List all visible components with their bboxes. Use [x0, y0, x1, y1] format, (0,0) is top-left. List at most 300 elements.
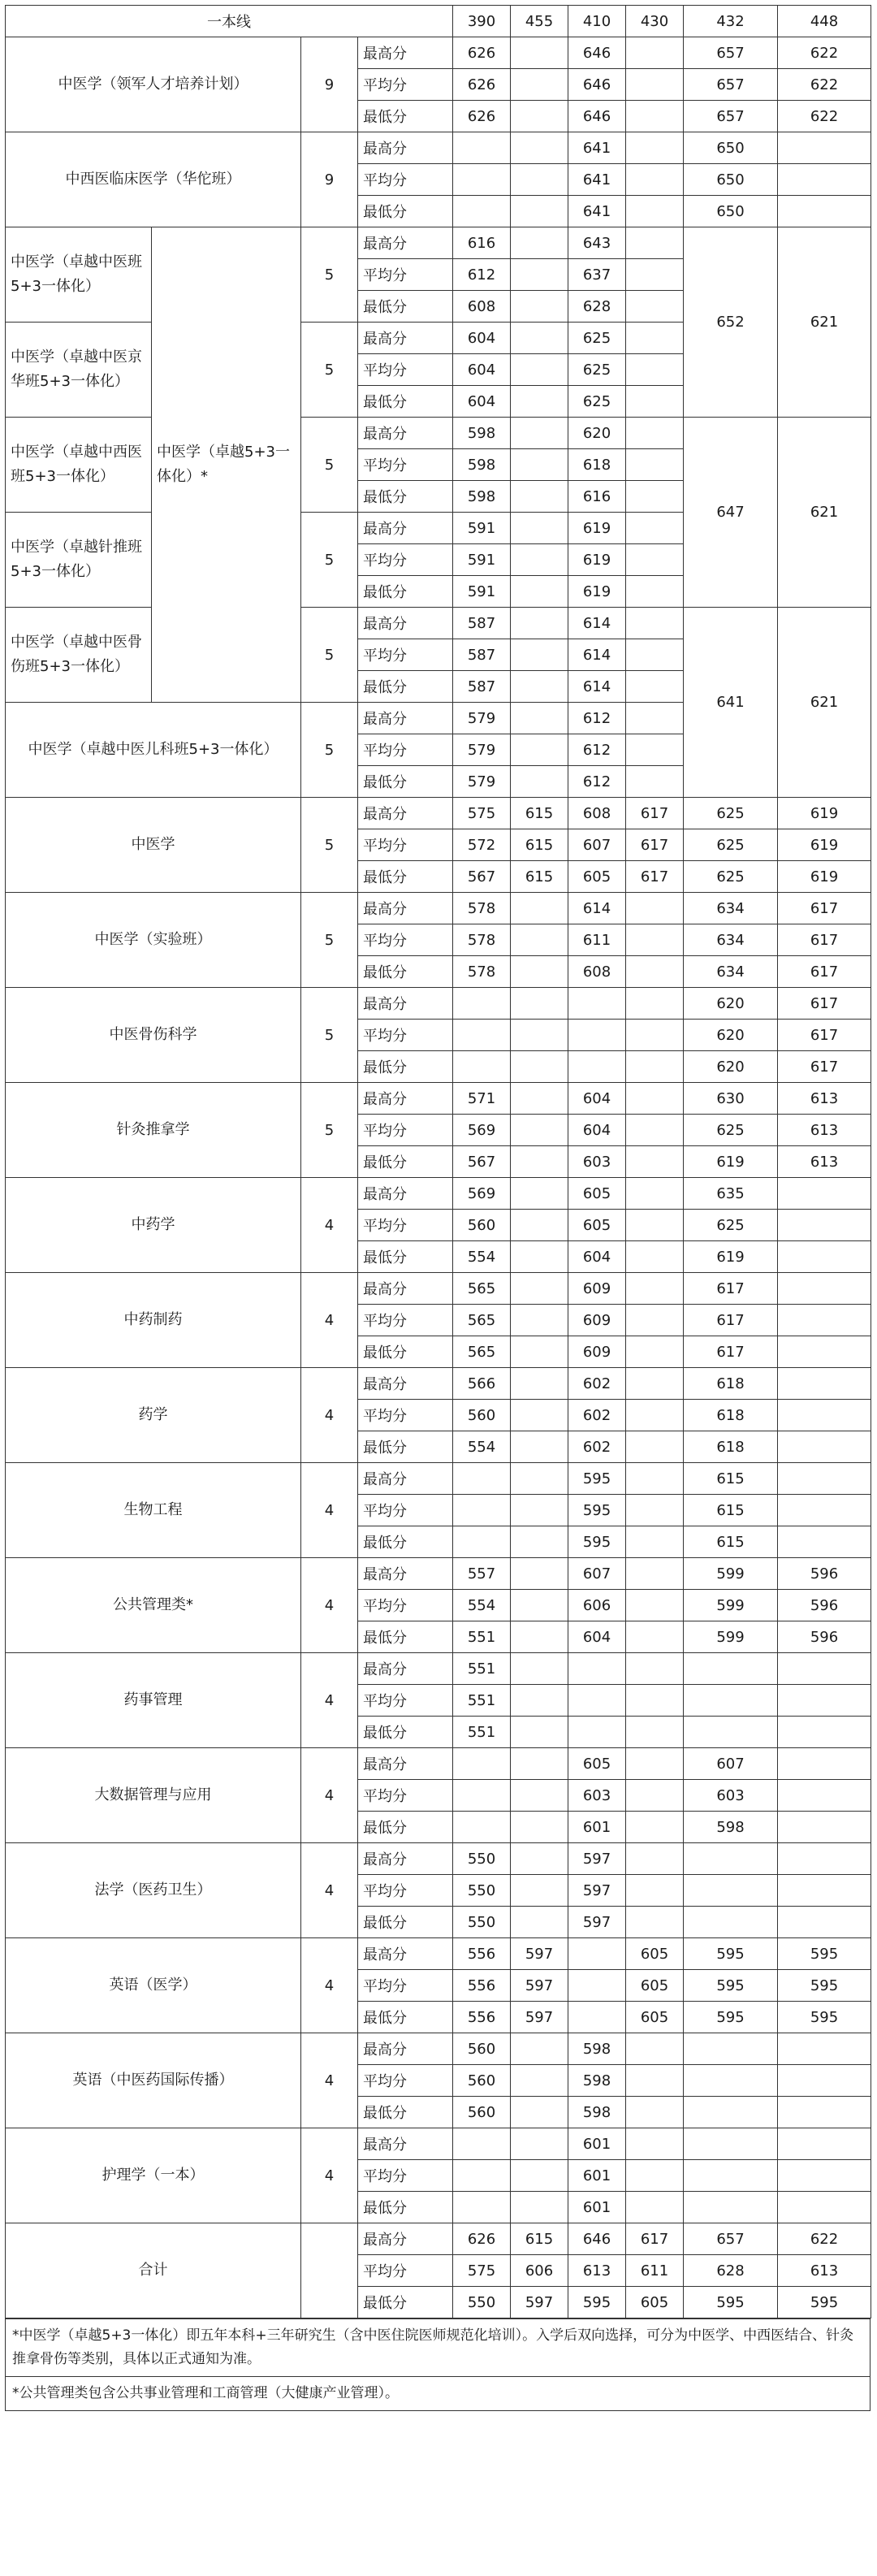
score-cell: 557 — [453, 1558, 511, 1590]
score-cell — [626, 1083, 684, 1115]
score-cell — [511, 1558, 568, 1590]
score-cell: 608 — [568, 956, 626, 988]
score-cell: 617 — [778, 956, 871, 988]
score-cell — [626, 1336, 684, 1368]
major-name: 中医学 — [6, 798, 301, 893]
years-of-study: 5 — [301, 608, 358, 703]
score-cell: 605 — [568, 1178, 626, 1210]
score-cell: 605 — [626, 1970, 684, 2002]
score-cell — [626, 988, 684, 1020]
years-of-study: 9 — [301, 37, 358, 132]
score-cell: 614 — [568, 608, 626, 639]
score-cell: 646 — [568, 37, 626, 69]
score-cell: 619 — [778, 861, 871, 893]
table-row — [6, 1178, 871, 1210]
stat-label: 最低分 — [358, 2002, 453, 2033]
score-cell: 597 — [568, 1907, 626, 1938]
score-cell: 605 — [626, 2002, 684, 2033]
stat-label: 最高分 — [358, 513, 453, 544]
score-cell — [453, 1526, 511, 1558]
score-cell — [626, 1526, 684, 1558]
score-cell — [511, 1210, 568, 1241]
score-cell: 657 — [684, 101, 778, 132]
stat-label: 平均分 — [358, 544, 453, 576]
score-cell: 625 — [684, 829, 778, 861]
score-cell — [511, 1051, 568, 1083]
score-cell — [626, 386, 684, 418]
score-cell: 615 — [511, 798, 568, 829]
score-cell — [511, 101, 568, 132]
stat-label: 平均分 — [358, 1780, 453, 1812]
score-cell — [626, 481, 684, 513]
score-cell — [453, 196, 511, 227]
score-cell — [568, 1938, 626, 1970]
score-cell: 560 — [453, 2065, 511, 2097]
score-cell — [453, 1812, 511, 1843]
years-of-study: 4 — [301, 1558, 358, 1653]
score-cell — [684, 2192, 778, 2223]
major-name: 中西医临床医学（华佗班） — [6, 132, 301, 227]
score-cell: 612 — [568, 734, 626, 766]
score-cell — [626, 164, 684, 196]
major-name: 中医学（卓越中医京华班5+3一体化） — [6, 323, 152, 418]
table-row — [6, 798, 871, 829]
score-cell — [511, 291, 568, 323]
stat-label: 平均分 — [358, 1875, 453, 1907]
score-cell: 601 — [568, 2128, 626, 2160]
score-cell: 626 — [453, 69, 511, 101]
score-cell: 598 — [684, 1812, 778, 1843]
score-cell: 615 — [684, 1495, 778, 1526]
score-cell — [778, 1336, 871, 1368]
years-of-study: 4 — [301, 1938, 358, 2033]
years-of-study: 4 — [301, 2033, 358, 2128]
stat-label: 最高分 — [358, 37, 453, 69]
score-cell: 550 — [453, 1843, 511, 1875]
score-cell — [626, 1843, 684, 1875]
score-cell — [778, 132, 871, 164]
score-cell — [511, 608, 568, 639]
stat-label: 最低分 — [358, 1431, 453, 1463]
score-cell: 595 — [684, 2002, 778, 2033]
score-cell — [626, 2192, 684, 2223]
stat-label: 最高分 — [358, 1843, 453, 1875]
score-cell: 630 — [684, 1083, 778, 1115]
score-cell — [626, 291, 684, 323]
score-cell — [778, 1400, 871, 1431]
score-cell: 554 — [453, 1590, 511, 1621]
score-cell — [511, 2065, 568, 2097]
score-cell: 618 — [684, 1431, 778, 1463]
score-cell-merged: 652 — [684, 227, 778, 418]
table-row — [6, 1083, 871, 1115]
score-cell: 566 — [453, 1368, 511, 1400]
stat-label: 平均分 — [358, 2065, 453, 2097]
stat-label: 最高分 — [358, 1178, 453, 1210]
score-cell: 657 — [684, 2223, 778, 2255]
score-cell: 605 — [568, 1210, 626, 1241]
score-cell — [626, 1558, 684, 1590]
table-row — [6, 1653, 871, 1685]
score-cell: 606 — [568, 1590, 626, 1621]
years-of-study: 5 — [301, 513, 358, 608]
score-cell: 625 — [684, 1115, 778, 1146]
score-cell — [568, 988, 626, 1020]
score-cell — [684, 1685, 778, 1717]
score-cell: 626 — [453, 37, 511, 69]
score-cell — [511, 1526, 568, 1558]
major-name: 合计 — [6, 2223, 301, 2318]
score-cell: 612 — [568, 766, 626, 798]
score-cell: 617 — [684, 1305, 778, 1336]
major-name: 护理学（一本） — [6, 2128, 301, 2223]
header-line-value: 448 — [778, 6, 871, 37]
stat-label: 平均分 — [358, 734, 453, 766]
stat-label: 平均分 — [358, 1020, 453, 1051]
score-cell — [511, 1717, 568, 1748]
score-cell: 650 — [684, 132, 778, 164]
score-cell: 598 — [568, 2097, 626, 2128]
score-cell — [684, 1717, 778, 1748]
score-cell — [453, 1020, 511, 1051]
score-cell: 595 — [568, 1495, 626, 1526]
score-cell: 601 — [568, 2192, 626, 2223]
score-cell: 613 — [778, 1146, 871, 1178]
score-cell: 626 — [453, 101, 511, 132]
score-cell: 607 — [568, 1558, 626, 1590]
score-cell: 579 — [453, 766, 511, 798]
score-cell: 560 — [453, 1210, 511, 1241]
stat-label: 平均分 — [358, 924, 453, 956]
score-cell — [778, 1305, 871, 1336]
score-cell: 619 — [778, 798, 871, 829]
stat-label: 最高分 — [358, 608, 453, 639]
score-cell: 604 — [568, 1115, 626, 1146]
score-cell — [626, 196, 684, 227]
table-row — [6, 988, 871, 1020]
score-cell: 554 — [453, 1431, 511, 1463]
score-cell — [778, 2097, 871, 2128]
score-cell — [511, 671, 568, 703]
score-cell: 596 — [778, 1558, 871, 1590]
score-cell — [453, 1051, 511, 1083]
stat-label: 平均分 — [358, 259, 453, 291]
score-cell: 614 — [568, 893, 626, 924]
stat-label: 最高分 — [358, 2128, 453, 2160]
score-cell: 615 — [511, 2223, 568, 2255]
score-cell — [626, 259, 684, 291]
score-cell — [511, 227, 568, 259]
score-cell: 619 — [568, 576, 626, 608]
score-cell: 560 — [453, 2097, 511, 2128]
years-of-study: 5 — [301, 703, 358, 798]
score-cell — [568, 1970, 626, 2002]
stat-label: 最低分 — [358, 1336, 453, 1368]
score-cell: 565 — [453, 1305, 511, 1336]
score-cell: 560 — [453, 1400, 511, 1431]
score-cell — [511, 164, 568, 196]
stat-label: 平均分 — [358, 1970, 453, 2002]
score-cell: 625 — [684, 798, 778, 829]
score-cell: 598 — [453, 481, 511, 513]
score-cell — [778, 164, 871, 196]
score-cell — [778, 1463, 871, 1495]
stat-label: 最低分 — [358, 196, 453, 227]
score-cell: 604 — [453, 386, 511, 418]
score-cell — [511, 1875, 568, 1907]
score-cell: 597 — [511, 1938, 568, 1970]
score-cell — [511, 1907, 568, 1938]
score-cell: 613 — [778, 1083, 871, 1115]
score-cell — [626, 2033, 684, 2065]
score-cell: 591 — [453, 576, 511, 608]
score-cell — [511, 1590, 568, 1621]
stat-label: 最低分 — [358, 956, 453, 988]
score-cell: 615 — [684, 1526, 778, 1558]
score-cell — [626, 1780, 684, 1812]
score-cell — [511, 323, 568, 354]
score-cell — [453, 2160, 511, 2192]
score-cell — [453, 2192, 511, 2223]
score-cell — [626, 1178, 684, 1210]
score-cell — [511, 449, 568, 481]
score-cell: 597 — [511, 1970, 568, 2002]
score-cell: 595 — [684, 1970, 778, 2002]
score-cell: 603 — [684, 1780, 778, 1812]
score-cell: 620 — [684, 1020, 778, 1051]
score-cell: 599 — [684, 1590, 778, 1621]
score-cell: 598 — [568, 2065, 626, 2097]
score-cell — [626, 734, 684, 766]
score-cell — [626, 544, 684, 576]
score-cell: 607 — [684, 1748, 778, 1780]
score-cell — [511, 893, 568, 924]
score-cell: 613 — [778, 1115, 871, 1146]
score-cell — [626, 1812, 684, 1843]
score-cell — [511, 988, 568, 1020]
score-cell — [626, 1020, 684, 1051]
score-cell — [453, 1495, 511, 1526]
score-cell: 595 — [568, 1463, 626, 1495]
score-cell: 565 — [453, 1336, 511, 1368]
score-cell: 619 — [568, 544, 626, 576]
score-cell: 595 — [778, 1970, 871, 2002]
score-cell: 626 — [453, 2223, 511, 2255]
score-cell — [453, 1463, 511, 1495]
score-cell: 608 — [568, 798, 626, 829]
score-cell — [626, 1273, 684, 1305]
footnotes — [5, 2318, 871, 2411]
major-name: 中医学（卓越中西医班5+3一体化） — [6, 418, 152, 513]
score-cell — [778, 1780, 871, 1812]
stat-label: 最高分 — [358, 1938, 453, 1970]
major-name: 英语（中医药国际传播） — [6, 2033, 301, 2128]
score-cell — [511, 734, 568, 766]
stat-label: 最低分 — [358, 386, 453, 418]
header-line-value: 430 — [626, 6, 684, 37]
score-cell — [626, 2128, 684, 2160]
table-row — [6, 1463, 871, 1495]
stat-label: 最高分 — [358, 323, 453, 354]
score-cell — [511, 766, 568, 798]
stat-label: 最低分 — [358, 2192, 453, 2223]
major-name: 中药学 — [6, 1178, 301, 1273]
stat-label: 平均分 — [358, 2255, 453, 2287]
score-cell: 578 — [453, 956, 511, 988]
major-name: 生物工程 — [6, 1463, 301, 1558]
score-cell — [778, 1843, 871, 1875]
score-cell — [778, 2065, 871, 2097]
stat-label: 平均分 — [358, 829, 453, 861]
score-cell — [511, 924, 568, 956]
stat-label: 最高分 — [358, 798, 453, 829]
score-cell — [511, 259, 568, 291]
score-cell: 612 — [453, 259, 511, 291]
score-cell — [511, 196, 568, 227]
score-cell: 597 — [511, 2002, 568, 2033]
score-cell: 622 — [778, 101, 871, 132]
score-cell: 567 — [453, 1146, 511, 1178]
score-cell — [626, 1115, 684, 1146]
years-of-study: 4 — [301, 1273, 358, 1368]
score-cell: 572 — [453, 829, 511, 861]
footnote-5plus3: *中医学（卓越5+3一体化）即五年本科+三年研究生（含中医住院医师规范化培训）。入学后双向选择，可分为中医学、中西医结合、针灸推拿骨伤等类别，具体以正式通知为准。 — [6, 2318, 870, 2376]
major-name: 药学 — [6, 1368, 301, 1463]
score-cell — [626, 893, 684, 924]
score-cell — [511, 1495, 568, 1526]
score-cell: 598 — [453, 418, 511, 449]
score-cell — [626, 1431, 684, 1463]
stat-label: 最低分 — [358, 576, 453, 608]
score-cell — [626, 2065, 684, 2097]
score-cell: 617 — [778, 924, 871, 956]
score-cell: 604 — [453, 354, 511, 386]
years-of-study — [301, 2223, 358, 2318]
score-cell: 634 — [684, 956, 778, 988]
stat-label: 最高分 — [358, 1463, 453, 1495]
score-cell — [778, 1526, 871, 1558]
score-cell: 625 — [684, 1210, 778, 1241]
score-cell — [626, 37, 684, 69]
stat-label: 最低分 — [358, 2097, 453, 2128]
score-cell: 616 — [453, 227, 511, 259]
score-cell: 579 — [453, 703, 511, 734]
score-cell — [626, 1875, 684, 1907]
table-row — [6, 1273, 871, 1305]
score-cell: 643 — [568, 227, 626, 259]
score-cell: 551 — [453, 1717, 511, 1748]
stat-label: 最低分 — [358, 291, 453, 323]
score-cell: 609 — [568, 1273, 626, 1305]
stat-label: 最高分 — [358, 893, 453, 924]
score-cell: 604 — [568, 1241, 626, 1273]
score-cell: 597 — [568, 1875, 626, 1907]
table-row — [6, 893, 871, 924]
score-cell — [778, 1178, 871, 1210]
score-cell — [626, 1210, 684, 1241]
score-cell: 625 — [568, 386, 626, 418]
score-cell: 591 — [453, 544, 511, 576]
stat-label: 平均分 — [358, 1210, 453, 1241]
score-cell: 613 — [778, 2255, 871, 2287]
major-name: 中医学（卓越中医儿科班5+3一体化） — [6, 703, 301, 798]
score-cell — [778, 1748, 871, 1780]
score-cell: 603 — [568, 1780, 626, 1812]
score-cell — [511, 386, 568, 418]
score-cell: 615 — [511, 861, 568, 893]
score-cell — [511, 1368, 568, 1400]
score-cell — [453, 2128, 511, 2160]
score-cell — [626, 1051, 684, 1083]
score-cell — [511, 1115, 568, 1146]
major-name: 针灸推拿学 — [6, 1083, 301, 1178]
score-cell: 622 — [778, 37, 871, 69]
major-name: 中医学（实验班） — [6, 893, 301, 988]
score-cell — [626, 1495, 684, 1526]
stat-label: 平均分 — [358, 164, 453, 196]
score-cell — [511, 1336, 568, 1368]
score-cell: 650 — [684, 196, 778, 227]
score-cell — [626, 1400, 684, 1431]
score-cell — [511, 2033, 568, 2065]
score-cell: 619 — [778, 829, 871, 861]
score-cell — [778, 1495, 871, 1526]
score-cell — [453, 1780, 511, 1812]
score-cell — [568, 2002, 626, 2033]
score-cell: 556 — [453, 2002, 511, 2033]
stat-label: 平均分 — [358, 354, 453, 386]
score-cell — [684, 1843, 778, 1875]
score-cell: 620 — [568, 418, 626, 449]
score-cell: 617 — [684, 1336, 778, 1368]
score-cell — [626, 1463, 684, 1495]
score-cell: 550 — [453, 2287, 511, 2318]
score-cell — [626, 1241, 684, 1273]
score-cell: 641 — [568, 132, 626, 164]
score-cell — [626, 1590, 684, 1621]
years-of-study: 4 — [301, 1653, 358, 1748]
score-cell — [453, 132, 511, 164]
years-of-study: 4 — [301, 1748, 358, 1843]
score-cell — [626, 671, 684, 703]
score-cell — [626, 1717, 684, 1748]
score-cell: 578 — [453, 893, 511, 924]
score-cell — [511, 2128, 568, 2160]
header-row — [6, 6, 871, 37]
score-cell — [511, 1748, 568, 1780]
score-cell — [511, 576, 568, 608]
score-cell: 617 — [626, 2223, 684, 2255]
stat-label: 最低分 — [358, 1526, 453, 1558]
score-cell: 617 — [684, 1273, 778, 1305]
score-cell — [778, 2160, 871, 2192]
stat-label: 最高分 — [358, 1558, 453, 1590]
score-cell: 602 — [568, 1431, 626, 1463]
score-cell: 619 — [684, 1146, 778, 1178]
stat-label: 最低分 — [358, 481, 453, 513]
major-name: 中医学（卓越针推班5+3一体化） — [6, 513, 152, 608]
table-row — [6, 608, 871, 639]
score-cell: 604 — [568, 1621, 626, 1653]
score-cell: 619 — [568, 513, 626, 544]
stat-label: 平均分 — [358, 1305, 453, 1336]
score-cell: 597 — [511, 2287, 568, 2318]
score-cell — [511, 2192, 568, 2223]
score-cell-merged: 641 — [684, 608, 778, 798]
table-row — [6, 418, 871, 449]
stat-label: 最高分 — [358, 2223, 453, 2255]
years-of-study: 5 — [301, 988, 358, 1083]
